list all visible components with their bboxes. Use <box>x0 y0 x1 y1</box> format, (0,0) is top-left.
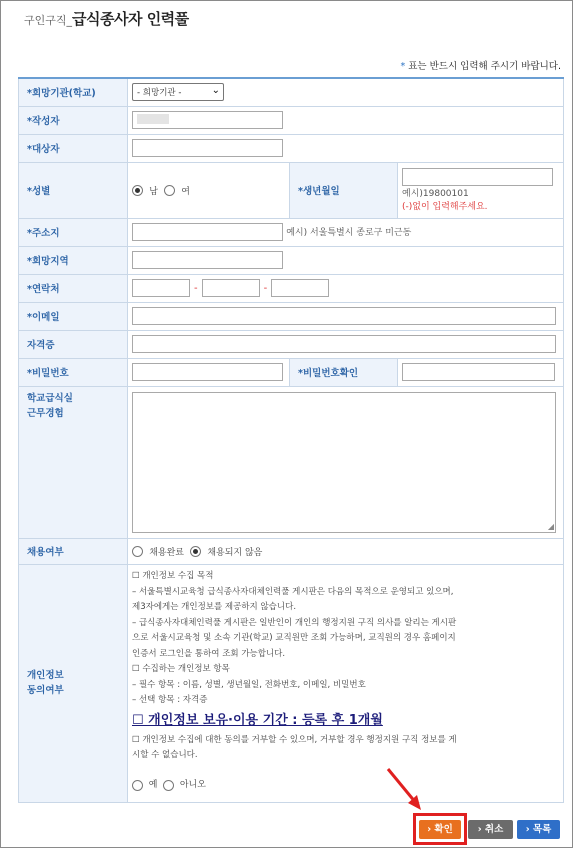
experience-textarea[interactable] <box>132 392 556 533</box>
birth-label: *생년월일 <box>290 162 398 218</box>
target-input[interactable] <box>132 139 283 157</box>
address-hint: 예시) 서울특별시 종로구 미근동 <box>286 228 412 238</box>
birth-hint: 예시)19800101 <box>402 189 469 199</box>
password-input[interactable] <box>132 363 283 381</box>
experience-label-line2: 근무경험 <box>27 407 64 419</box>
consent-line: – 선택 항목 : 자격증 <box>132 695 208 706</box>
confirm-button[interactable]: › 확인 <box>419 820 461 839</box>
password-confirm-input[interactable] <box>402 363 555 381</box>
consent-refuse-line: ☐ 개인정보 수집에 대한 동의를 거부할 수 있으며, 거부할 경우 행정지원 구직 정보를 게 <box>132 734 457 745</box>
hired-not-radio[interactable] <box>190 546 201 557</box>
institution-select[interactable] <box>132 83 224 101</box>
gender-male-label: 남 <box>149 186 158 197</box>
phone-part1-input[interactable] <box>132 279 190 297</box>
consent-line: – 급식종사자대체인력풀 게시판은 일반인이 개인의 행정지원 구직 의사를 알리는 게시판 <box>132 617 457 628</box>
hired-complete-label: 채용완료 <box>149 547 184 558</box>
phone-separator-2: - <box>263 282 268 294</box>
region-input[interactable] <box>132 251 283 269</box>
phone-part2-input[interactable] <box>202 279 260 297</box>
consent-line: – 서울특별시교육청 급식종사자대체인력풀 게시판은 다음의 목적으로 운영되고 있으며, <box>132 586 454 597</box>
email-input[interactable] <box>132 307 556 325</box>
phone-separator-1: - <box>194 282 198 294</box>
consent-yes-radio[interactable] <box>132 780 143 791</box>
consent-line: 인증서 로그인을 통하여 조회 가능합니다. <box>132 648 286 659</box>
experience-label <box>19 386 128 538</box>
required-star: * <box>400 61 406 72</box>
consent-yes-label: 예 <box>148 779 158 790</box>
consent-line: ☐ 수집하는 개인정보 항목 <box>132 664 230 675</box>
password-label: *비밀번호 <box>19 358 128 386</box>
cancel-button[interactable]: › 취소 <box>468 820 513 839</box>
consent-no-label: 아니오 <box>179 779 206 790</box>
author-label: *작성자 <box>19 106 128 134</box>
hired-not-label: 채용되지 않음 <box>207 547 263 558</box>
phone-part3-input[interactable] <box>271 279 329 297</box>
license-label: 자격증 <box>19 330 128 358</box>
institution-label: *희망기관(학교) <box>19 78 128 106</box>
birth-input[interactable] <box>402 168 553 186</box>
consent-line: 제3자에게는 개인정보를 제공하지 않습니다. <box>132 602 297 613</box>
birth-warning: (-)없이 입력해주세요. <box>402 202 488 212</box>
consent-label-line1: 개인정보 <box>27 670 64 681</box>
red-arrow-icon <box>384 765 426 813</box>
institution-selected-value: - 희망기관 - <box>137 88 182 99</box>
consent-text <box>132 565 559 800</box>
title-prefix: 구인구직_ <box>24 14 73 27</box>
experience-label-line1: 학교급식실 <box>27 392 73 404</box>
redacted-name <box>137 114 169 124</box>
phone-label: *연락처 <box>19 274 128 302</box>
email-label: *이메일 <box>19 302 128 330</box>
consent-label-line2: 동의여부 <box>27 685 64 696</box>
gender-female-label: 여 <box>181 186 190 197</box>
application-form <box>18 77 564 803</box>
title-main: 급식종사자 인력풀 <box>72 10 189 28</box>
consent-options <box>132 778 559 795</box>
consent-line: ☐ 개인정보 수집 목적 <box>132 571 214 582</box>
password-confirm-label: *비밀번호확인 <box>290 358 398 386</box>
author-input[interactable] <box>132 111 283 129</box>
target-label: *대상자 <box>19 134 128 162</box>
consent-label <box>19 564 128 802</box>
list-button[interactable]: › 목록 <box>517 820 560 839</box>
gender-female-radio[interactable] <box>164 185 175 196</box>
consent-line: – 필수 항목 : 이름, 성별, 생년월일, 전화번호, 이메일, 비밀번호 <box>132 679 366 690</box>
required-notice-text: 표는 반드시 입력해 주시기 바랍니다. <box>408 61 561 72</box>
address-label: *주소지 <box>19 218 128 246</box>
required-notice <box>400 58 561 72</box>
resize-grip-icon[interactable]: ◢ <box>547 521 554 531</box>
consent-no-radio[interactable] <box>163 780 174 791</box>
hired-label: 채용여부 <box>19 538 128 564</box>
chevron-down-icon: ⌄ <box>211 85 220 97</box>
gender-label: *성별 <box>19 162 128 218</box>
region-label: *희망지역 <box>19 246 128 274</box>
consent-line: 으로 서울시교육청 및 소속 기관(학교) 교직원만 조회 가능하며, 교직원의 경우 홈페이지 <box>132 633 456 644</box>
retention-period: ☐ 개인정보 보유·이용 기간 : 등록 후 1개월 <box>132 712 383 728</box>
gender-male-radio[interactable] <box>132 185 143 196</box>
hired-complete-radio[interactable] <box>132 546 143 557</box>
consent-refuse-line: 시할 수 없습니다. <box>132 750 198 761</box>
license-input[interactable] <box>132 335 556 353</box>
page-title <box>24 8 189 29</box>
address-input[interactable] <box>132 223 283 241</box>
